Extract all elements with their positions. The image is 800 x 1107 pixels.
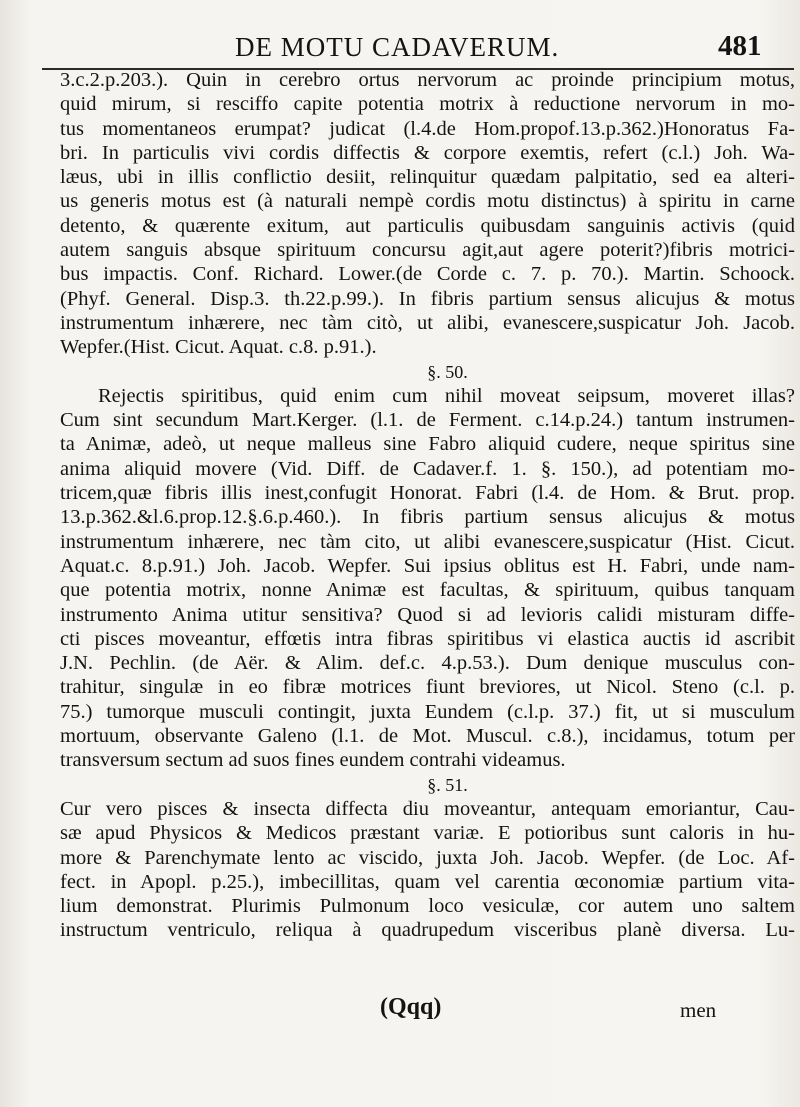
section-heading: §. 51. — [427, 774, 468, 795]
body-text — [60, 68, 795, 943]
text-line: Aquat.c. 8.p.91.) Joh. Jacob. Wepfer. Sui ipsius oblitus est H. Fabri, unde nam- — [60, 554, 795, 577]
catchword: men — [680, 998, 717, 1022]
text-line: instrumentum inhærere, nec tàm cito, ut alibi evanescere,suspicatur (Hist. Cicut. — [60, 530, 795, 553]
text-line: ta Animæ, adeò, ut neque malleus sine Fabro aliquid cudere, neque spiritus sine — [60, 433, 795, 456]
text-line: tus momentaneos erumpat? judicat (l.4.de Hom.propof.13.p.362.)Honoratus Fa- — [60, 117, 795, 140]
text-line: anima aliquid movere (Vid. Diff. de Cadaver.f. 1. §. 150.), ad potentiam mo- — [60, 457, 795, 480]
text-line: bri. In particulis vivi cordis diffectis & corpore exemtis, refert (c.l.) Joh. Wa- — [60, 141, 795, 164]
text-line: autem sanguis absque spirituum concursu agit,aut agere poterit?)fibris motrici- — [60, 239, 795, 262]
text-line: us generis motus est (à naturali nempè cordis motu distinctus) à spiritu in carne — [60, 190, 795, 213]
page-number: 481 — [718, 30, 762, 62]
text-line: que potentia motrix, nonne Animæ est facultas, & spirituum, quibus tanquam — [60, 579, 795, 602]
text-line: Cur vero pisces & insecta diffecta diu moveantur, antequam emoriantur, Cau- — [60, 797, 795, 820]
section-heading: §. 50. — [427, 361, 468, 382]
text-line: detento, & quærente exitum, aut particulis quibusdam sanguinis activis (quid — [60, 214, 795, 237]
text-line: 3.c.2.p.203.). Quin in cerebro ortus nervorum ac proinde principium motus, — [60, 69, 795, 91]
text-line: transversum sectum ad suos fines eundem contrahi videamus. — [60, 749, 566, 772]
text-line: Rejectis spiritibus, quid enim cum nihil moveat seipsum, moveret illas? — [98, 384, 795, 407]
text-line: J.N. Pechlin. (de Aër. & Alim. def.c. 4.p.53.). Dum denique musculus con- — [60, 652, 795, 675]
text-line: bus impactis. Conf. Richard. Lower.(de Corde c. 7. p. 70.). Martin. Schoock. — [60, 263, 795, 286]
text-line: lium demonstrat. Plurimis Pulmonum loco vesiculæ, cor autem uno saltem — [60, 895, 795, 918]
text-line: instrumentum inhærere, nec tàm citò, ut alibi, evanescere,suspicatur Joh. Jacob. — [60, 311, 795, 334]
signature-mark: (Qqq) — [380, 994, 442, 1020]
text-line: Cum sint secundum Mart.Kerger. (l.1. de Ferment. c.14.p.24.) tantum instrumen- — [60, 409, 795, 432]
text-line: sæ apud Physicos & Medicos præstant variæ. E potioribus sunt caloris in hu- — [60, 822, 795, 845]
text-line: Wepfer.(Hist. Cicut. Aquat. c.8. p.91.). — [60, 336, 377, 359]
text-line: tricem,quæ fibris illis inest,confugit Honorat. Fabri (l.4. de Hom. & Brut. prop. — [60, 482, 795, 505]
page-footer — [0, 994, 800, 1034]
text-line: mortuum, observante Galeno (l.1. de Mot. Muscul. c.8.), incidamus, totum per — [60, 725, 795, 748]
text-line: fect. in Apopl. p.25.), imbecillitas, quam vel carentia œconomiæ partium vita- — [60, 870, 795, 893]
text-line: cti pisces moveantur, effœtis intra fibras spiritibus vi elastica auctis id ascribit — [60, 627, 795, 650]
text-line: (Phyf. General. Disp.3. th.22.p.99.). In fibris partium sensus alicujus & motus — [60, 287, 795, 310]
text-line: trahitur, singulæ in eo fibræ motrices fiunt breviores, ut Nicol. Steno (c.l. p. — [60, 676, 795, 699]
text-line: 75.) tumorque musculi contingit, juxta Eundem (c.l.p. 37.) fit, ut si musculum — [60, 700, 795, 723]
text-line: 13.p.362.&l.6.prop.12.§.6.p.460.). In fibris partium sensus alicujus & motus — [60, 506, 795, 529]
running-title: DE MOTU CADAVERUM. — [235, 32, 560, 62]
page-header — [0, 28, 800, 68]
text-line: læus, ubi in illis conflictio desiit, relinquitur quædam palpitatio, sed ea alteri- — [60, 166, 795, 189]
text-line: instrumento Anima utitur sensitiva? Quod si ad levioris calidi misturam diffe- — [60, 603, 795, 626]
text-line: more & Parenchymate lento ac viscido, juxta Joh. Jacob. Wepfer. (de Loc. Af- — [60, 846, 795, 869]
text-line: quid mirum, si resciffo capite potentia motrix à reductione nervorum in mo- — [60, 93, 795, 116]
text-line: instructum ventriculo, reliqua à quadrupedum visceribus planè diversa. Lu- — [60, 919, 795, 942]
